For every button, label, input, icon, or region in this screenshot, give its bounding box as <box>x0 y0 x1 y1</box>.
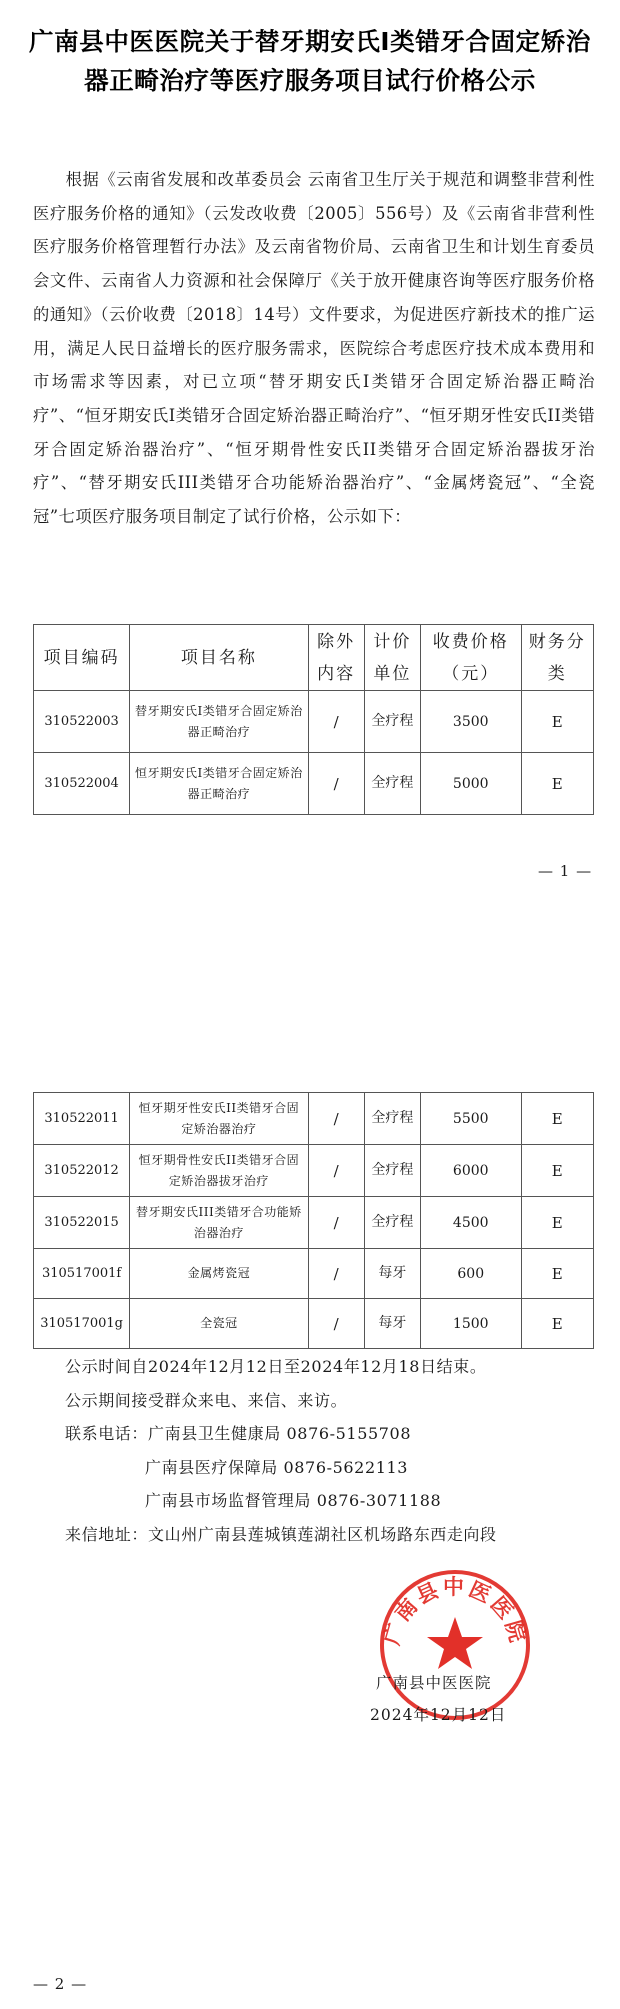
cell-finance: E <box>521 1093 593 1145</box>
contact-phone: 0876-5155708 <box>286 1424 412 1443</box>
contact-phone: 0876-5622113 <box>283 1457 409 1477</box>
contact-line-1 <box>33 1417 613 1451</box>
contact-org: 广南县卫生健康局 <box>148 1424 281 1443</box>
cell-code: 310522003 <box>34 691 130 753</box>
cell-exclusion: / <box>308 691 364 753</box>
cell-code: 310522004 <box>34 753 130 815</box>
cell-finance: E <box>521 1145 593 1197</box>
header-finance: 财务分类 <box>521 625 593 691</box>
contact-label: 联系电话： <box>65 1424 149 1443</box>
address-text: 文山州广南县莲城镇莲湖社区机场路东西走向段 <box>148 1524 497 1544</box>
table-row <box>34 1249 594 1299</box>
cell-exclusion: / <box>308 1093 364 1145</box>
cell-name: 恒牙期安氏Ⅰ类错牙合固定矫治器正畸治疗 <box>130 753 308 815</box>
contact-line-3 <box>33 1484 613 1518</box>
intro-paragraph: 根据《云南省发展和改革委员会 云南省卫生厅关于规范和调整非营利性医疗服务价格的通知》（云发改收费〔2005〕556号）及《云南省非营利性医疗服务价格管理暂行办法》及云南省物价局、云南省卫生和计划生育委员会文件、云南省人力资源和社会保障厅《关于放开健康咨询等医疗服务价格的通知》（云价收费〔2018〕14号）文件要求，为促进医疗新技术的推广运用，满足人民日益增长的医疗服务需求，医院综合考虑医疗技术成本费用和市场需求等因素，对已立项“替牙期安氏Ⅰ类错牙合固定矫治器正畸治疗”、“恒牙期安氏Ⅰ类错牙合固定矫治器正畸治疗”、“恒牙期牙性安氏II类错牙合固定矫治器治疗”、“恒牙期骨性安氏II类错牙合固定矫治器拔牙治疗”、“替牙期安氏III类错牙合功能矫治器治疗”、“金属烤瓷冠”、“全瓷冠”七项医疗服务项目制定了试行价格，公示如下： <box>33 170 595 527</box>
official-seal-stamp <box>375 1565 535 1725</box>
cell-finance: E <box>521 691 593 753</box>
contact-phone: 0876-3071188 <box>316 1491 442 1510</box>
cell-code: 310522015 <box>34 1197 130 1249</box>
notice-feedback: 公示期间接受群众来电、来信、来访。 <box>65 1390 348 1410</box>
cell-exclusion: / <box>308 1145 364 1197</box>
page-number-1: — 1 — <box>538 862 593 880</box>
document-title: 广南县中医医院关于替牙期安氏Ⅰ类错牙合固定矫治器正畸治疗等医疗服务项目试行价格公示 <box>29 27 591 95</box>
cell-price: 600 <box>420 1249 521 1299</box>
signature-org: 广南县中医医院 <box>376 1674 492 1692</box>
cell-price: 5000 <box>420 753 521 815</box>
fee-table-page2 <box>33 1092 594 1349</box>
header-name: 项目名称 <box>130 625 308 691</box>
cell-price: 5500 <box>420 1093 521 1145</box>
header-exclusion: 除外内容 <box>308 625 364 691</box>
contact-line-2 <box>33 1451 613 1485</box>
table-row <box>34 1197 594 1249</box>
seal-star-icon <box>427 1617 483 1669</box>
cell-name: 恒牙期骨性安氏II类错牙合固定矫治器拔牙治疗 <box>130 1145 308 1197</box>
contact-org: 广南县医疗保障局 <box>145 1457 278 1477</box>
cell-name: 金属烤瓷冠 <box>130 1249 308 1299</box>
table-row <box>34 691 594 753</box>
cell-unit: 每牙 <box>364 1249 420 1299</box>
table-row <box>34 1093 594 1145</box>
cell-price: 4500 <box>420 1197 521 1249</box>
cell-unit: 全疗程 <box>364 1197 420 1249</box>
cell-code: 310522012 <box>34 1145 130 1197</box>
cell-exclusion: / <box>308 1197 364 1249</box>
address-line <box>33 1518 613 1552</box>
cell-unit: 全疗程 <box>364 1093 420 1145</box>
table-row <box>34 1299 594 1349</box>
header-price: 收费价格（元） <box>420 625 521 691</box>
header-code: 项目编码 <box>34 625 130 691</box>
cell-price: 1500 <box>420 1299 521 1349</box>
cell-price: 6000 <box>420 1145 521 1197</box>
notice-section <box>33 1350 613 1551</box>
cell-code: 310522011 <box>34 1093 130 1145</box>
cell-finance: E <box>521 1197 593 1249</box>
cell-finance: E <box>521 1299 593 1349</box>
cell-unit: 全疗程 <box>364 691 420 753</box>
cell-unit: 全疗程 <box>364 753 420 815</box>
table-row <box>34 1145 594 1197</box>
cell-unit: 全疗程 <box>364 1145 420 1197</box>
cell-name: 全瓷冠 <box>130 1299 308 1349</box>
svg-text:广南县中医医院: 广南县中医医院 <box>379 1575 531 1648</box>
fee-table-page1 <box>33 624 594 815</box>
cell-name: 替牙期安氏III类错牙合功能矫治器治疗 <box>130 1197 308 1249</box>
header-unit: 计价单位 <box>364 625 420 691</box>
cell-code: 310517001g <box>34 1299 130 1349</box>
page-number-2: — 2 — <box>33 1975 88 1993</box>
cell-name: 替牙期安氏Ⅰ类错牙合固定矫治器正畸治疗 <box>130 691 308 753</box>
cell-name: 恒牙期牙性安氏II类错牙合固定矫治器治疗 <box>130 1093 308 1145</box>
table-row <box>34 753 594 815</box>
table-header-row <box>34 625 594 691</box>
cell-exclusion: / <box>308 1299 364 1349</box>
cell-price: 3500 <box>420 691 521 753</box>
contact-org: 广南县市场监督管理局 <box>145 1491 312 1510</box>
signature-date: 2024年12月12日 <box>370 1706 507 1724</box>
notice-period: 公示时间自2024年12月12日至2024年12月18日结束。 <box>65 1357 487 1376</box>
address-label: 来信地址： <box>65 1524 149 1544</box>
cell-finance: E <box>521 753 593 815</box>
cell-unit: 每牙 <box>364 1299 420 1349</box>
cell-exclusion: / <box>308 753 364 815</box>
cell-finance: E <box>521 1249 593 1299</box>
cell-code: 310517001f <box>34 1249 130 1299</box>
cell-exclusion: / <box>308 1249 364 1299</box>
